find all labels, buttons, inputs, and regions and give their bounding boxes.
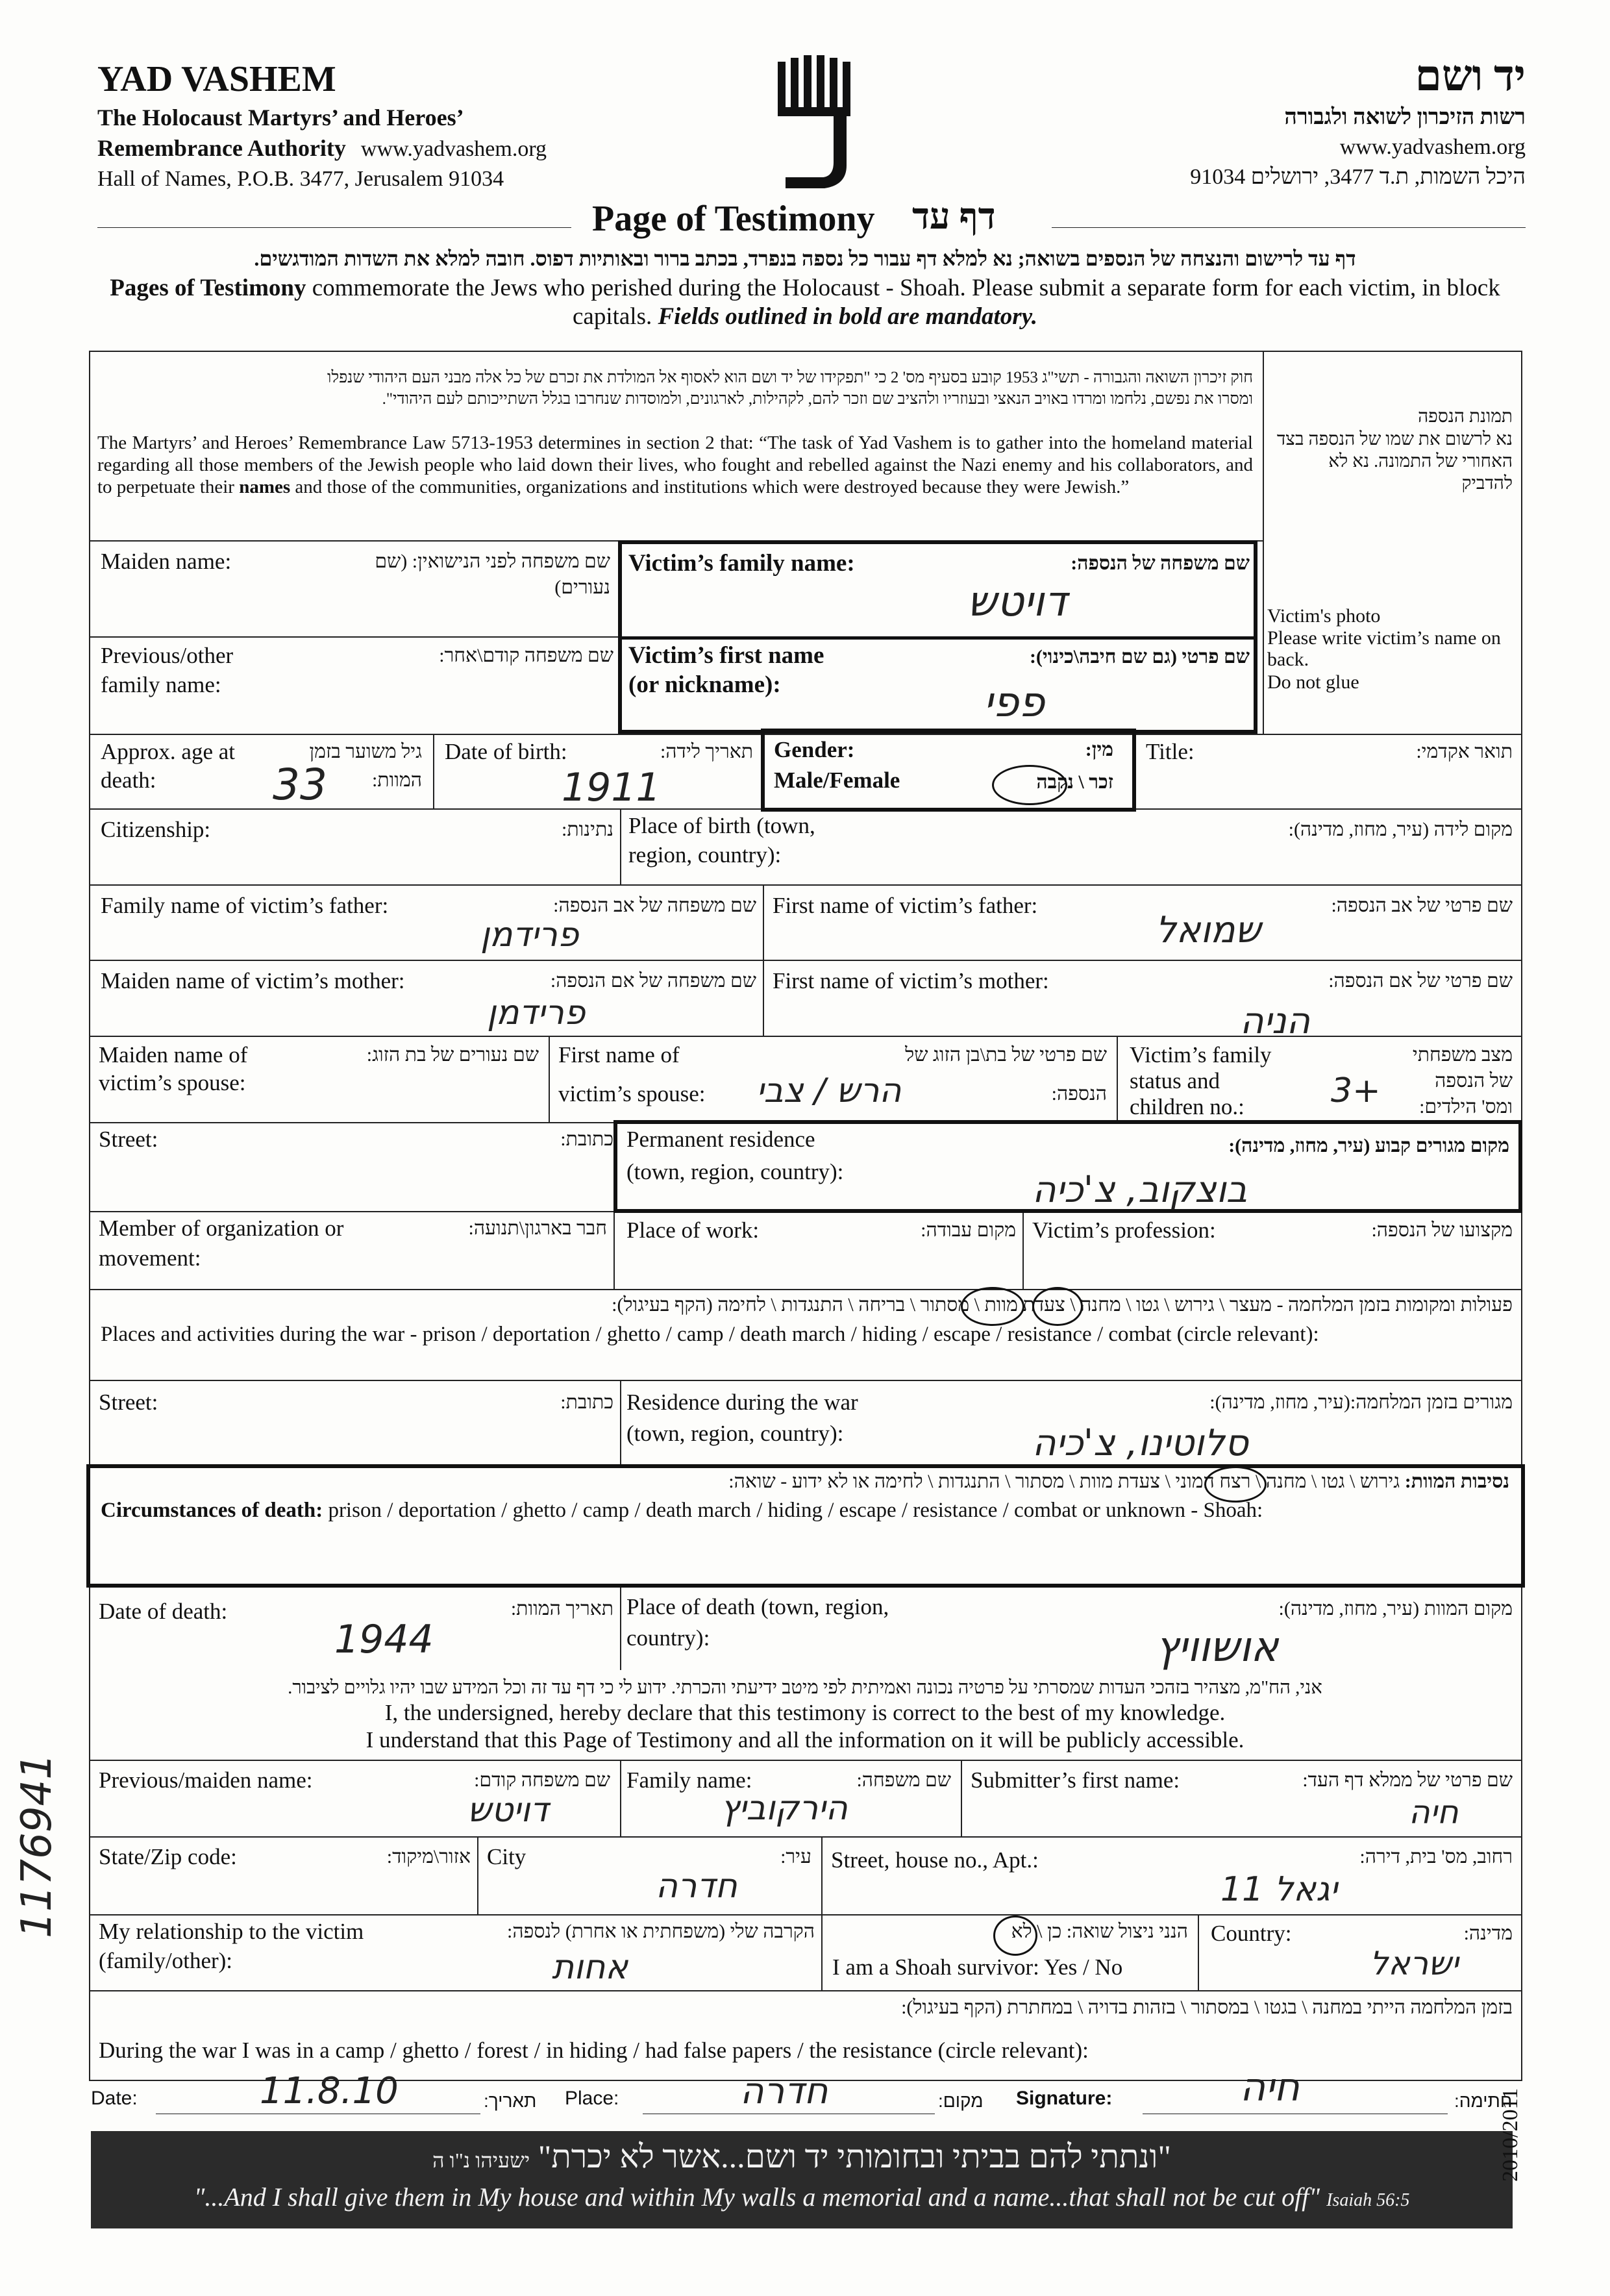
street2-label-he: כתובת:: [560, 1391, 613, 1413]
victim-first-name-label-1: Victim’s first name: [628, 642, 824, 669]
war-res-label-1: Residence during the war: [626, 1390, 858, 1415]
law-text-en: [97, 432, 1253, 498]
dob-value[interactable]: 1911: [562, 765, 661, 810]
gender-options-he[interactable]: זכר \ נקבה: [1036, 771, 1113, 793]
street-label: Street:: [99, 1127, 158, 1152]
address-en: Hall of Names, P.O.B. 3477, Jerusalem 91034: [97, 167, 504, 191]
declaration-en-2: I understand that this Page of Testimony and all the information on it will be publicly accessible.: [365, 1727, 1245, 1753]
date-label-he: תאריך:: [484, 2091, 537, 2111]
survivor-circle: [993, 1915, 1037, 1956]
father-family-value[interactable]: פרידמן: [480, 916, 579, 955]
gender-circle: [992, 765, 1067, 805]
wartime-en[interactable]: During the war I was in a camp / ghetto / forest / in hiding / had false papers / the resistance (circle relevant):: [99, 2038, 1089, 2063]
address-he: היכל השמות, ת.ד 3477, ירושלים 91034: [1190, 165, 1526, 189]
family-status-label-2: status and: [1130, 1068, 1220, 1093]
signature-label-he: חתימה:: [1454, 2091, 1513, 2111]
submitter-family-label-he: שם משפחה:: [856, 1769, 951, 1791]
death-circ-en-bold: Circumstances of death:: [101, 1499, 323, 1522]
submitter-street-value[interactable]: יגאל 11: [1220, 1870, 1338, 1909]
verse-en-source: Isaiah 56:5: [1326, 2190, 1410, 2210]
authority-he: רשות הזיכרון לשואה ולגבורה: [1284, 105, 1526, 129]
perm-res-label-he: מקום מגורים קבוע (עיר, מחוז, מדינה):: [1228, 1135, 1509, 1156]
survivor-label-en[interactable]: I am a Shoah survivor: Yes / No: [832, 1954, 1123, 1980]
date-label: Date:: [91, 2088, 138, 2109]
family-status-label-he-1: מצב משפחתי: [1412, 1044, 1513, 1066]
verse-he: [91, 2138, 1513, 2175]
row-line-4: [89, 884, 1522, 886]
org-member-label-he: חבר בארגון\תנועה:: [468, 1217, 607, 1239]
relation-label-2: (family/other):: [99, 1948, 233, 1973]
spouse-maiden-label-he: שם נעורים של בת הזוג:: [366, 1044, 539, 1066]
website-he[interactable]: www.yadvashem.org: [1339, 135, 1526, 159]
father-family-label: Family name of victim’s father:: [101, 893, 389, 918]
row-line-15: [89, 1990, 1522, 1991]
col-line-r15b: [821, 1836, 823, 1914]
death-circ-he-text: גירוש \ גטו \ מחנה \ רצח המוני \ צעדת מוות \ מסתור \ התנגדות \ לחימה או לא ידוע - שואה:: [728, 1471, 1400, 1492]
col-line-r16b: [1198, 1914, 1199, 1990]
signature-value[interactable]: חיה: [1240, 2065, 1300, 2110]
father-first-label-he: שם פרטי של אב הנספה:: [1331, 895, 1513, 916]
spouse-first-label-2: victim’s spouse:: [558, 1081, 706, 1106]
workplace-label-he: מקום עבודה:: [921, 1219, 1016, 1241]
verse-en-text: "...And I shall give them in My house and within My walls a memorial and a name...that shall not be cut off": [193, 2182, 1320, 2212]
war-ghetto-circle: [1032, 1287, 1083, 1326]
street-label-he: כתובת:: [560, 1129, 613, 1150]
father-first-label: First name of victim’s father:: [773, 893, 1038, 918]
war-places-en[interactable]: Places and activities during the war - prison / deportation / ghetto / camp / death march / hiding / escape / resistance / combat (circle relevant):: [101, 1323, 1319, 1346]
row-line-13: [89, 1836, 1522, 1838]
page-title-he: דף עד: [912, 197, 996, 237]
row-line-1: [89, 636, 621, 638]
mother-first-label-he: שם פרטי של אם הנספה:: [1328, 970, 1513, 992]
row-line-10: [89, 1380, 1522, 1381]
relation-label-he: הקרבה שלי (משפחתית או אחרת) לנספה:: [507, 1921, 815, 1942]
date-value[interactable]: 11.8.10: [260, 2070, 399, 2112]
law-text-en-main: The Martyrs’ and Heroes’ Remembrance Law 5713-1953 determines in section 2 that: “The task of Yad Vashem is to gather into the homeland material regarding all those members of the Jewish people who laid down their lives, who fought and rebelled against the Nazi enemy and his collaborators, and to perpetuate their: [97, 432, 1253, 497]
dob-label-he: תאריך לידה:: [660, 741, 753, 762]
pod-label-he: מקום המוות (עיר, מחוז, מדינה):: [1278, 1598, 1513, 1619]
age-label-1: Approx. age at: [101, 739, 236, 764]
maiden-name-label: Maiden name:: [101, 549, 232, 574]
workplace-label: Place of work:: [626, 1217, 760, 1243]
maiden-name-label-he: שם משפחה לפני הנישואין: (שם נעורים): [375, 551, 610, 598]
col-line-r14b: [961, 1760, 962, 1836]
org-name-en: YAD VASHEM: [97, 59, 336, 99]
pob-label-1: Place of birth (town,: [628, 813, 815, 838]
father-family-label-he: שם משפחה של אב הנספה:: [553, 895, 756, 916]
col-line-r5: [763, 884, 764, 1036]
victim-name-divider: [618, 636, 1257, 640]
pod-label-1: Place of death (town, region,: [626, 1594, 889, 1619]
title-label-he: תואר אקדמי:: [1416, 741, 1513, 762]
submitter-first-label-he: שם פרטי של ממלא דף העד:: [1302, 1769, 1513, 1791]
death-circ-en-text: prison / deportation / ghetto / camp / death march / hiding / escape / resistance / combat or unknown - Shoah:: [328, 1499, 1263, 1522]
law-text-he-1: חוק זיכרון השואה והגבורה - תשי"ג 1953 קובע בסעיף מס' 2 כי "תפקידו של יד ושם הוא לאסוף אל המולדת את זכרם של כל אלה מבני העם היהודי שנפלו: [327, 369, 1253, 386]
submitter-family-label: Family name:: [626, 1767, 752, 1793]
spouse-first-value[interactable]: הרש / צבי: [756, 1071, 902, 1110]
age-label-2: death:: [101, 767, 156, 793]
yad-vashem-logo: [773, 55, 857, 192]
age-label-he-2: המוות:: [371, 769, 422, 791]
victim-family-name-label-he: שם משפחה של הנספה:: [1071, 553, 1250, 574]
spouse-first-label-he-1: שם פרטי של בת\בן הזוג של: [905, 1044, 1107, 1066]
war-places-he[interactable]: פעולות ומקומות בזמן המלחמה - מעצר \ גירוש \ גטו \ מחנה \ צעדת מוות \ מסתור \ בריחה \ התנגדות \ לחימה (הקף בעיגול):: [612, 1294, 1513, 1316]
death-circ-en[interactable]: [101, 1497, 1263, 1523]
gender-label-1: Gender:: [774, 737, 855, 762]
dob-label: Date of birth:: [445, 739, 567, 764]
form-version: 2010/2011: [1498, 2088, 1522, 2182]
spouse-maiden-label-2: victim’s spouse:: [99, 1070, 246, 1095]
death-circ-he[interactable]: [728, 1469, 1509, 1495]
war-res-label-he: מגורים בזמן המלחמה:(עיר, מחוז, מדינה):: [1209, 1391, 1513, 1413]
signature-label: Signature:: [1016, 2088, 1113, 2109]
spouse-first-label-1: First name of: [558, 1042, 680, 1067]
website-en[interactable]: www.yadvashem.org: [360, 137, 547, 161]
pod-value[interactable]: אושוויץ: [1156, 1623, 1279, 1671]
law-text-en-bold: names: [239, 477, 291, 497]
country-label-he: מדינה:: [1463, 1923, 1513, 1944]
submitter-prev-maiden-label: Previous/maiden name:: [99, 1767, 313, 1793]
page-title-en: Page of Testimony: [592, 199, 875, 239]
relation-label-1: My relationship to the victim: [99, 1919, 364, 1944]
col-line-r9a: [613, 1211, 615, 1289]
country-label: Country:: [1211, 1921, 1292, 1946]
family-status-label-he-2: של הנספה: [1435, 1070, 1513, 1092]
war-camp-circle: [961, 1287, 1024, 1326]
place-label-he: מקום:: [938, 2091, 984, 2111]
war-res-value[interactable]: סלוטינו, צ'כיה: [1032, 1422, 1248, 1464]
mother-first-label: First name of victim’s mother:: [773, 968, 1049, 993]
family-status-label-1: Victim’s family: [1130, 1042, 1272, 1067]
mother-maiden-value[interactable]: פרידמן: [487, 993, 586, 1032]
father-first-value[interactable]: שמואל: [1156, 909, 1261, 951]
verse-he-text: "ונתתי להם בביתי ובחומותי יד ושם...אשר לא יכרת": [538, 2138, 1171, 2175]
title-rule-left: [97, 227, 571, 228]
col-line-r7a: [549, 1036, 550, 1122]
title-rule-right: [1052, 227, 1526, 228]
perm-res-label-1: Permanent residence: [626, 1127, 815, 1152]
declaration-en-1: I, the undersigned, hereby declare that this testimony is correct to the best of my knowledge.: [384, 1700, 1226, 1725]
stamp-number: 1176941: [13, 1753, 61, 1938]
submitter-city-label-he: עיר:: [780, 1846, 811, 1867]
dod-label-he: תאריך המוות:: [510, 1598, 613, 1619]
photo-divider: [1263, 351, 1264, 734]
org-member-label-1: Member of organization or: [99, 1216, 344, 1241]
gender-label-he: מין:: [1085, 739, 1113, 760]
prev-family-name-label-he: שם משפחה קודם\אחר:: [439, 645, 613, 666]
col-line-r15a: [477, 1836, 478, 1914]
survivor-label-he[interactable]: הנני ניצול שואה: כן \ לא: [1011, 1921, 1188, 1942]
mother-first-value[interactable]: הניה: [1240, 1000, 1311, 1042]
pob-label-2: region, country):: [628, 842, 782, 867]
law-text-he-2: ומסרו את נפשם, נלחמו ומרדו באויב הנאצי ובעוזריו ולהציב שם וזכר להם, לקהילות, לארגונים, ולמוסדות שנחרבו בגלל השתייכותם לעם היהודי".: [382, 390, 1253, 408]
spouse-first-label-he-2: הנספה:: [1051, 1083, 1107, 1104]
country-value[interactable]: ישראל: [1370, 1945, 1459, 1982]
pob-label-he: מקום לידה (עיר, מחוז, מדינה):: [1288, 819, 1513, 840]
org-member-label-2: movement:: [99, 1245, 201, 1271]
citizenship-label: Citizenship:: [101, 817, 211, 842]
instructions-en-bold: Pages of Testimony: [110, 275, 306, 301]
place-value[interactable]: חדרה: [740, 2070, 828, 2112]
declaration-he: אני, הח"מ, מצהיר בזהכי העדות שמסרתי על פרטיה נכונה ואמיתית לפי מיטב ידיעתי והכרתי. ידוע לי כי דף עד זה וכל המידע שבו יהיו גלויים לציבור.: [288, 1677, 1322, 1698]
authority-line2-bold: Remembrance Authority: [97, 135, 346, 161]
relation-value[interactable]: אחות: [552, 1948, 628, 1987]
family-status-label-he-3: ומס' הילדים:: [1419, 1096, 1513, 1117]
family-status-label-3: children no.:: [1130, 1094, 1245, 1119]
title-label: Title:: [1146, 739, 1195, 764]
submitter-street-label-he: רחוב, מס' בית, דירה:: [1359, 1846, 1513, 1867]
instructions-he: דף עד לרישום והנצחה של הנספים בשואה; נא למלא דף עבור כל נספה בנפרד, בכתב ברור ובאותיות דפוס. חובה למלא את השדות המודגשים.: [254, 247, 1356, 270]
submitter-city-label: City: [487, 1844, 526, 1869]
instructions-en-italic: Fields outlined in bold are mandatory.: [658, 303, 1038, 330]
photo-text-he: נא לרשום את שמו של הנספה בצד האחורי של התמונה. נא לא להדביק: [1276, 429, 1513, 493]
row-line-5: [89, 960, 1522, 961]
victim-first-name-label-he: שם פרטי (גם שם חיבה\כינוי):: [1029, 646, 1250, 668]
verse-en: [97, 2182, 1506, 2212]
citizenship-label-he: נתינות:: [562, 819, 613, 840]
col-line-r13: [620, 1586, 621, 1670]
photo-noglue-en: Do not glue: [1267, 671, 1359, 693]
spouse-maiden-label-1: Maiden name of: [99, 1042, 248, 1067]
profession-label-he: מקצועו של הנספה:: [1371, 1219, 1513, 1241]
victim-first-name-value[interactable]: פפי: [984, 679, 1045, 727]
submitter-city-value[interactable]: חדרה: [656, 1867, 737, 1906]
victim-family-name-label: Victim’s family name:: [628, 550, 855, 577]
photo-title-he: תמונת הנספה: [1418, 406, 1513, 427]
prev-family-name-label-1: Previous/other: [101, 643, 234, 668]
war-res-label-2: (town, region, country):: [626, 1421, 844, 1446]
perm-res-label-2: (town, region, country):: [626, 1159, 844, 1184]
death-circ-he-bold: נסיבות המוות:: [1404, 1471, 1509, 1492]
profession-label: Victim’s profession:: [1032, 1217, 1216, 1243]
verse-he-source: ישעיהו נ"ו ה: [432, 2149, 530, 2172]
col-line-r9b: [1022, 1211, 1024, 1289]
authority-line2: [97, 134, 547, 162]
victim-first-name-label-2: (or nickname):: [628, 671, 781, 698]
submitter-zip-label: State/Zip code:: [99, 1844, 237, 1869]
authority-line1: The Holocaust Martyrs’ and Heroes’: [97, 105, 464, 131]
col-line-r16a: [821, 1914, 823, 1990]
dod-label: Date of death:: [99, 1599, 228, 1624]
age-value[interactable]: 33: [273, 760, 327, 810]
victim-family-name-value[interactable]: דויטש: [967, 578, 1067, 626]
photo-title-en: Victim's photo: [1267, 605, 1381, 627]
perm-res-value[interactable]: בוצקוב, צ'כיה: [1032, 1169, 1248, 1211]
row-line-12: [89, 1760, 1522, 1761]
dod-value[interactable]: 1944: [334, 1617, 434, 1662]
row-line-14: [89, 1914, 1522, 1915]
submitter-zip-label-he: אזור\מיקוד:: [386, 1846, 471, 1867]
submitter-family-value[interactable]: הירקוביץ: [721, 1789, 848, 1828]
submitter-first-value[interactable]: חיה: [1409, 1793, 1459, 1831]
family-status-value[interactable]: 3+: [1331, 1071, 1381, 1110]
law-text-en-end: and those of the communities, organizations and institutions which were destroyed because they were Jewish.”: [295, 477, 1130, 497]
col-line-r4: [620, 808, 621, 884]
submitter-street-label: Street, house no., Apt.:: [831, 1847, 1039, 1873]
mother-maiden-label-he: שם משפחה של אם הנספה:: [550, 970, 756, 992]
photo-text-en: Please write victim’s name on back.: [1267, 627, 1501, 670]
age-label-he-1: גיל משוער בזמן: [309, 741, 422, 762]
org-name-he: יד ושם: [1415, 53, 1526, 100]
mother-maiden-label: Maiden name of victim’s mother:: [101, 968, 405, 993]
street2-label: Street:: [99, 1390, 158, 1415]
row-line-9: [89, 1289, 1522, 1290]
pod-label-2: country):: [626, 1625, 710, 1651]
place-label: Place:: [565, 2088, 619, 2109]
gender-label-2: Male/Female: [774, 767, 900, 793]
wartime-he[interactable]: בזמן המלחמה הייתי במחנה \ בגטו \ במסתור \ בזהות בדויה \ במחתרת (הקף בעיגול):: [901, 1997, 1513, 2018]
submitter-prev-maiden-label-he: שם משפחה קודם:: [474, 1769, 610, 1791]
col-line-r14: [620, 1760, 621, 1836]
instructions-en-text: commemorate the Jews who perished during the Holocaust - Shoah. Please submit a separate form for each victim, in block capitals.: [312, 275, 1500, 330]
col-line-r11: [620, 1380, 621, 1467]
col-line-r7b: [1117, 1036, 1118, 1122]
col-line-r3a: [433, 734, 434, 808]
prev-family-name-label-2: family name:: [101, 672, 221, 697]
submitter-prev-maiden-value[interactable]: דויטש: [467, 1791, 549, 1830]
submitter-first-label: Submitter’s first name:: [971, 1767, 1180, 1793]
instructions-en: [97, 274, 1513, 331]
